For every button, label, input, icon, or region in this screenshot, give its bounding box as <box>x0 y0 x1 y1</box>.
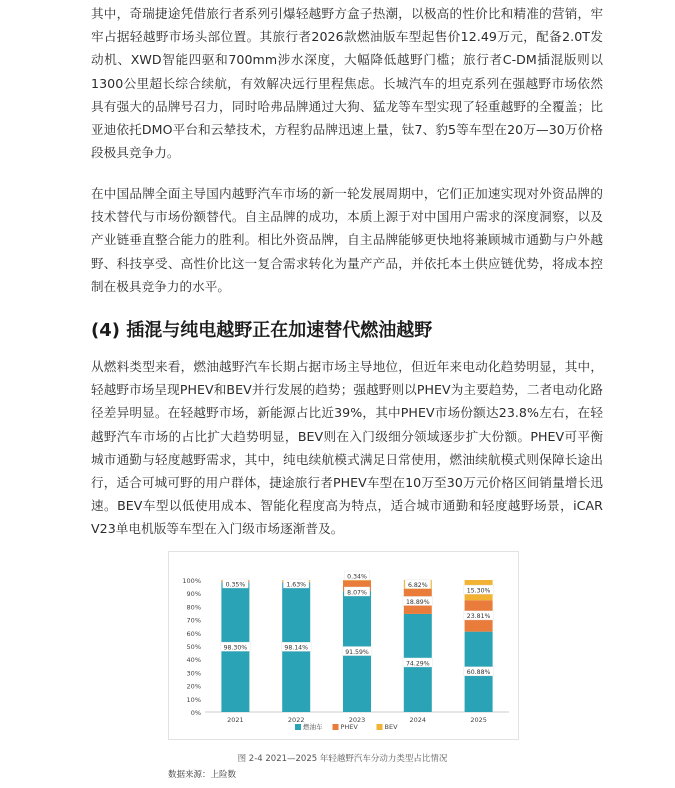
legend-label: PHEV <box>340 723 358 731</box>
y-tick-label: 90% <box>186 590 201 599</box>
chart-container <box>168 551 519 740</box>
y-tick-label: 70% <box>186 616 201 625</box>
x-tick-label: 2024 <box>409 716 427 724</box>
x-tick-label: 2022 <box>287 716 305 724</box>
legend-swatch <box>377 724 383 730</box>
data-label: 0.34% <box>347 573 367 581</box>
figure-caption: 图 2-4 2021—2025 年轻越野汽车分动力类型占比情况 <box>237 754 448 764</box>
paragraph-2: 在中国品牌全面主导国内越野汽车市场的新一轮发展周期中，它们正加速实现对外资品牌的技术替代与市场份额替代。自主品牌的成功，本质上源于对中国用户需求的深度洞察，以及产业链垂直整合能力的胜利。相比外资品牌，自主品牌能够更快地将兼顾城市通勤与户外越野、科技享受、高性价比这一复合需求转化为量产产品，并依托本土供应链优势，将成本控制在极具竞争力的水平。 <box>91 186 603 294</box>
x-tick-label: 2021 <box>227 716 244 724</box>
data-label: 23.81% <box>466 613 491 621</box>
legend-label: BEV <box>384 723 398 731</box>
data-label: 0.35% <box>225 581 246 589</box>
legend-label: 燃油车 <box>303 723 323 731</box>
stacked-bar-chart <box>169 552 518 739</box>
data-label: 18.89% <box>406 598 430 606</box>
paragraph-3: 从燃料类型来看，燃油越野汽车长期占据市场主导地位，但近年来电动化趋势明显，其中，轻越野市场呈现PHEV和BEV并行发展的趋势；强越野则以PHEV为主要趋势，二者电动化路径差异明显。在轻越野市场，新能源占比近39%，其中PHEV市场份额达23.8%左右，在轻越野汽车市场的占比扩大趋势明显，BEV则在入门级细分领域逐步扩大份额。PHEV可平衡城市通勤与轻度越野需求，其中，纯电续航模式满足日常使用，燃油续航模式则保障长途出行，适合可城可野的用户群体，捷途旅行者PHEV车型在10万至30万元价格区间销量增长迅速。BEV车型以低使用成本、智能化程度高为特点，适合城市通勤和轻度越野场景，iCAR V23单电机版等车型在入门级市场逐渐普及。 <box>91 359 603 537</box>
y-tick-label: 60% <box>186 629 201 638</box>
x-tick-label: 2023 <box>348 716 366 724</box>
data-label: 15.30% <box>466 587 491 595</box>
y-tick-label: 10% <box>186 695 201 704</box>
data-label: 98.14% <box>284 644 308 652</box>
data-label: 6.82% <box>407 581 428 589</box>
data-label: 74.29% <box>406 660 430 668</box>
y-tick-label: 50% <box>186 643 201 651</box>
y-tick-label: 40% <box>186 656 201 665</box>
y-tick-label: 100% <box>182 577 201 585</box>
x-tick-label: 2025 <box>470 716 487 724</box>
y-tick-label: 0% <box>190 709 201 717</box>
paragraph-1: 其中，奇瑞捷途凭借旅行者系列引爆轻越野方盒子热潮，以极高的性价比和精准的营销，牢牢占据轻越野市场头部位置。其旅行者2026款燃油版车型起售价12.49万元，配备2.0T发动机、XWD智能四驱和700mm涉水深度，大幅降低越野门槛；旅行者C-DM插混版则以1300公里超长综合续航，有效解决远行里程焦虑。长城汽车的坦克系列在强越野市场依然具有强大的品牌号召力，同时哈弗品牌通过大狗、猛龙等车型实现了轻重越野的全覆盖；比亚迪依托DMO平台和云辇技术，方程豹品牌迅速上量，钛7、豹5等车型在20万—30万价格段极具竞争力。 <box>91 6 603 161</box>
legend-swatch <box>333 724 339 730</box>
data-label: 1.63% <box>286 581 307 589</box>
data-label: 8.07% <box>347 589 367 597</box>
data-source: 数据来源：上险数 <box>168 770 237 780</box>
y-tick-label: 30% <box>186 669 201 678</box>
legend-swatch <box>295 724 301 730</box>
data-label: 91.59% <box>345 648 369 656</box>
y-tick-label: 20% <box>186 682 201 691</box>
data-label: 98.30% <box>223 644 248 652</box>
y-tick-label: 80% <box>186 603 201 612</box>
section-heading: (4) 插混与纯电越野正在加速替代燃油越野 <box>91 320 433 341</box>
data-label: 60.88% <box>466 669 491 677</box>
